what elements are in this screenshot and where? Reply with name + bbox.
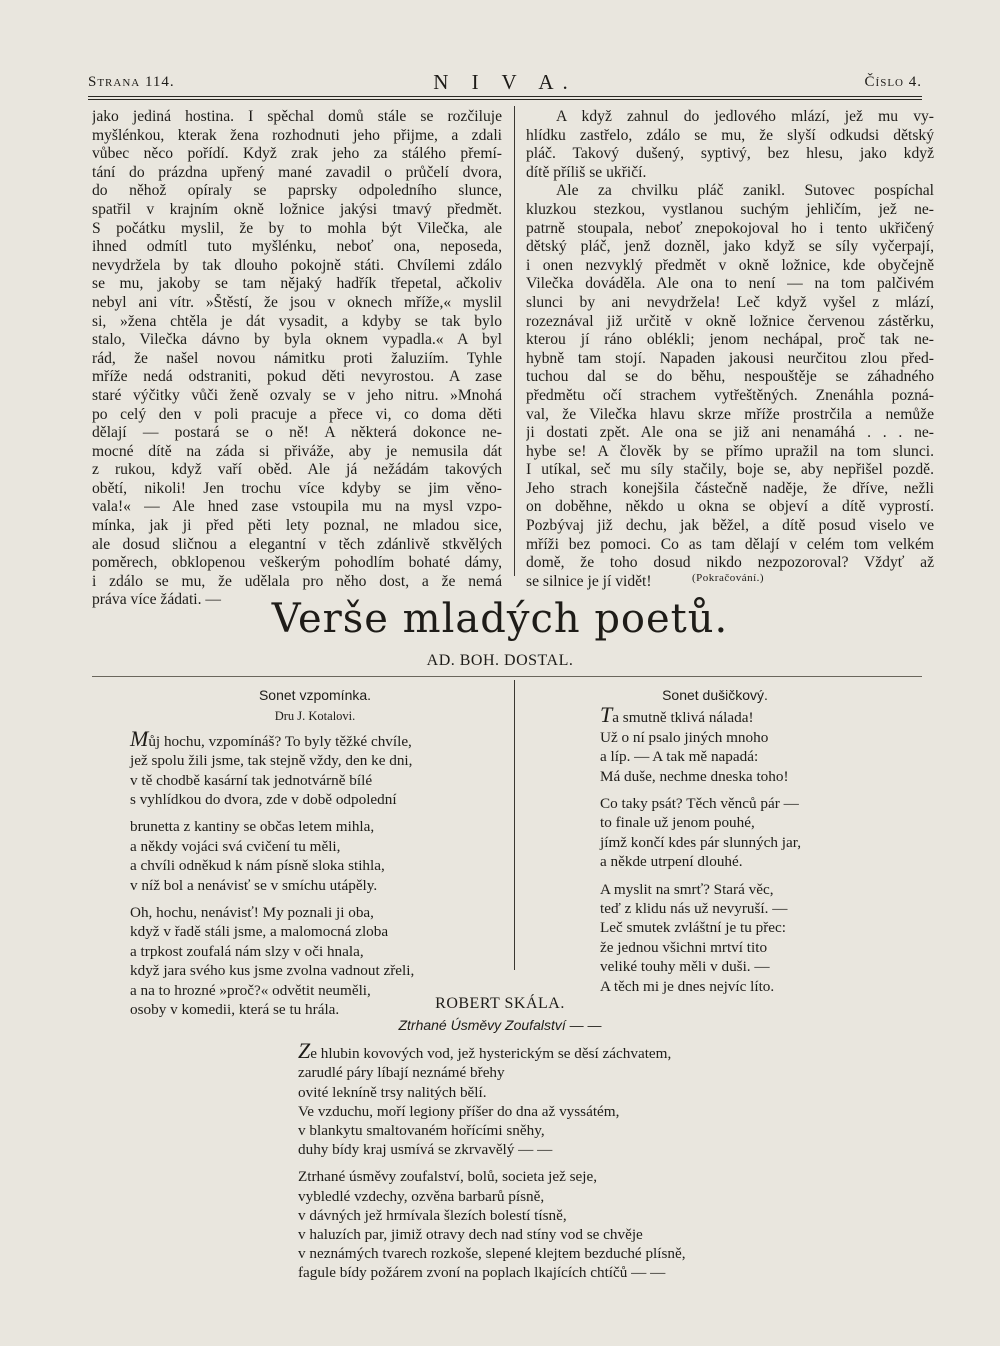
stanza [130,725,500,810]
verse-line: jímž končí kdes pár slunných jar, [600,833,801,851]
text-line: mínka, jak ji před pěti lety poznal, ne mladou sice, [92,517,502,535]
text-line: kluzkou stezkou, vystlanou suchým jehličím, jež ne- [526,200,934,218]
verse-line: ovité lekníně trsy nalitých bělí. [298,1083,487,1101]
poem-title: Ztrhané Úsměvy Zoufalství — — [398,1017,602,1033]
text-line: spatřil v krajním okně ložnice jakýsi tmavý předmět. [92,200,502,218]
text-line: S počátku myslil, že by to mohla být Vilečka, ale [92,219,502,237]
text-line: mříži bez pomoci. Co as tam dělají v celém tom velkém [526,535,934,553]
text-line: stalo, Vilečka dávno by byla oknem vypadla.« A byl [92,331,502,349]
verse-line [298,1038,818,1064]
magazine-title: N I V A. [433,70,577,94]
column-divider [514,106,515,576]
verse-line: když v řadě stáli jsme, a malomocná zloba [130,923,389,941]
text-line: patrně stoupala, neboť znepokojoval ho i tento ukřičený [526,219,934,237]
verse-line: a někdy vojáci svá cvičení tu měli, [130,837,341,855]
text-line: domě, že toho dosud nikdo nezpozoroval? Vždyť až [526,554,934,572]
poem-dedication: Dru J. Kotalovi. [274,709,356,724]
poem-body [600,702,920,996]
header-rule [88,96,922,97]
verse-line: Oh, hochu, nenávisť! My poznali ji oba, [130,904,374,922]
verse-line: Ztrhané úsměvy zoufalství, bolů, societa jež seje, [298,1168,598,1186]
poem-ztrhane-usmevy [298,1016,818,1291]
text-line: on doběhne, někdo u okna se objeví a dítě vyprostí. [526,498,934,516]
verse-line: zarudlé páry líbají neznámé břehy [298,1064,505,1082]
verse-line: vybledlé vzdechy, ozvěna barbarů písně, [298,1187,545,1205]
verse-line: a na to hrozné »proč?« odvětit neuměli, [130,981,371,999]
text-line: obětí, nikoli! Jen trochu více kdyby se jim věno- [92,479,502,497]
stanza [298,1038,818,1159]
stanza [600,702,920,786]
text-line: dítě příliš se ukřičí. [526,163,647,181]
page-number: Strana 114. [88,74,175,90]
verse-line [600,702,920,728]
verse-text: a smutně tklivá nálada! [612,709,754,727]
text-line: se mu, jakoby se tam nějaký hadřík třepetal, ačkoliv [92,275,502,293]
verse-line: v haluzích par, jimiž otravy dech nad stíny vod se chvěje [298,1226,643,1244]
poem-title: Sonet dušičkový. [662,687,768,703]
text-line: si, »žena chtěla je dát vysadit, a kdyby se tak bylo [92,312,502,330]
poem-body [130,725,500,1020]
text-line: kterou jí ráno oblékli; jenom nechápal, proč tak ne- [526,331,934,349]
prose-column-right [526,108,934,591]
verse-line: když jara svého kus jsme zvolna vadnout zřeli, [130,962,415,980]
text-line: Jeho strach konejšila částečně naděje, že dříve, nežli [526,479,934,497]
text-line: rád, že našel novou námitku proti žaluziím. Tyhle [92,349,502,367]
verse-line: teď z klidu nás už nevyruší. — [600,900,788,918]
text-line: val, že Vilečka hlavu skrze mříže prostrčila a nemůže [526,405,934,423]
verse-line: v neznámých tvarech rozkoše, slepené klejtem bezduché plísně, [298,1245,686,1263]
verse-text: e hlubin kovových vod, jež hysterickým se děsí záchvatem, [310,1045,672,1063]
text-line: do něhož opíraly se paprsky odpoledního slunce, [92,182,502,200]
text-line: vala!« — Ale hned zase vstoupila mu na mysl vzpo- [92,498,502,516]
text-line: mocné dítě na záda si přiváže, aby je nemusila dát [92,442,502,460]
verse-line: A myslit na smrť? Stará věc, [600,880,774,898]
verse-line: v blankytu smaltovaném hořícími sněhy, [298,1122,545,1140]
text-line: hybe se! A člověk by se přímo upražil na tom slunci. [526,442,934,460]
verse-line: v tě chodbě kasární tak jednotvárně bílé [130,771,373,789]
text-line: staré výčitky vůči ženě ozvaly se v jeho nitru. »Mnohá [92,386,502,404]
verse-line: duhy bídy kraj usmívá se zkrvavělý — — [298,1141,553,1159]
header-rule-double [88,99,922,100]
poet-name: ROBERT SKÁLA. [435,995,565,1012]
text-line: mříže nedá odstraniti, pokud děti nevyrostou. A zase [92,368,502,386]
poet-name: AD. BOH. DOSTAL. [426,652,574,669]
text-line: rozeznával již určitě v okně ložnice červenou zástěrku, [526,312,934,330]
poem-sonet-vzpominka [130,686,500,1028]
text-line: dělají — postará se o ně! A některá dokonce ne- [92,424,502,442]
text-line: vůbec něco pořídí. Když zrak jeho za stálého přemí- [92,145,502,163]
text-line: poměrech, obklopenou veškerým pohodlím bohaté dámy, [92,554,502,572]
text-line: dětský pláč, jenž dozněl, jako když se síly vyčerpají, [526,238,934,256]
text-line: Vilečka dováděla. Ale ona to není — na tom palčivém [526,275,934,293]
text-line: I utíkal, seč mu síly stačily, boje se, aby nepřišel pozdě. [526,461,934,479]
verse-line: Ve vzduchu, moří legiony příšer do dna až vyssátém, [298,1102,620,1120]
text-line: hybně tam stojí. Napaden jakousi neurčitou zlou před- [526,349,934,367]
verse-line [130,725,500,751]
text-line: práva více žádati. — [92,591,222,609]
text-line: hlídku zastřelo, zdálo se mu, že slyší odkudsi dětský [526,126,934,144]
poem-title: Sonet vzpomínka. [258,687,372,703]
verse-line: že jednou všichni mrtví tito [600,938,768,956]
poem-body [298,1038,818,1282]
poem-sonet-dusickovy [600,686,920,1004]
drop-cap: Z [298,1038,311,1064]
verse-text: ůj hochu, vzpomínáš? To byly těžké chvíle, [148,732,412,750]
verse-line: Už o ní psalo jiných mnoho [600,728,769,746]
stanza [600,880,920,996]
text-line: i zdálo se mu, že udělala pro něho dost, a že nemá [92,572,502,590]
stanza [130,817,500,895]
verse-line: Má duše, nechme dneska toho! [600,767,789,785]
text-line: myšlénkou, kterak žena rozhodnuti jeho přijme, a zdali [92,126,502,144]
verse-line: a trpkost zoufalá nám slzy v oči hnala, [130,942,364,960]
verse-line: Co taky psát? Těch věnců pár — [600,795,799,813]
poet-rule [92,676,922,677]
text-line: jako jediná hostina. I spěchal domů stále se rozčiluje [92,108,502,125]
verse-line: jež spolu žili jsme, tak stejně vždy, den ke dni, [130,752,413,770]
text-line: i onen nezvyklý předmět v okně ložnice, kde obyčejně [526,256,934,274]
text-line: se silnice je jí vidět! [526,572,652,590]
verse-line: Leč smutek zvláštní je tu přec: [600,919,786,937]
verse-line: v níž bol a nenávisť se v smíchu utápěly. [130,876,378,894]
issue-number: Číslo 4. [864,74,922,90]
text-line: tuchou dal se do běhu, nespouštěje se záhadného [526,368,934,386]
text-line: ji dostati zpět. Ale ona se již ani nenamáhá . . . ne- [526,424,934,442]
text-line: ale dosud sličnou a elegantní v těch zdánlivě stkvělých [92,535,502,553]
drop-cap: T [600,702,613,728]
text-line: ihned odmítl tuto myšlénku, neboť ona, neposeda, [92,238,502,256]
text-line: tání do prázdna upřený mané zavadil o průčelí dvora, [92,163,502,181]
drop-cap: M [130,725,149,751]
stanza [600,794,920,872]
verse-line: osoby v komedii, která se tu hrála. [130,1001,340,1019]
section-title: Verše mladých poetů. [271,596,729,642]
text-line: A když zahnul do jedlového mlází, jež mu vy- [556,108,934,125]
prose-column-left [92,108,502,610]
page-header [88,70,922,96]
verse-line: veliké touhy měli v duši. — [600,958,770,976]
verse-line: a někde utrpení dlouhé. [600,853,743,871]
stanza [298,1167,818,1282]
verse-line: s vyhlídkou do dvora, zde v době odpolední [130,791,397,809]
verse-line: to finale už jenom pouhé, [600,814,755,832]
verse-line: brunetta z kantiny se občas letem mihla, [130,818,375,836]
text-line: po celý den v poli pracuje a přece vi, co doma děti [92,405,502,423]
verse-line: fagule bídy požárem zvoní na poplach lkajících chtíčů — — [298,1264,666,1282]
verse-line: a chvíli odněkud k nám písně sloka stihla, [130,857,385,875]
text-line: předmětu očí strachem vytřeštěných. Znenáhla pozná- [526,386,934,404]
text-line: Ale za chvilku pláč zanikl. Sutovec pospíchal [556,182,934,200]
text-line: nebyl ani vítr. »Štěstí, že jsou v oknech mříže,« myslil [92,293,502,311]
verse-line: v dávných jež hrmívala šlezích bolestí tísně, [298,1206,567,1224]
text-line: slunci by ani nevydržela! Leč když vyšel z mlází, [526,293,934,311]
verse-line: a líp. — A tak mě napadá: [600,748,759,766]
text-line: Pozbývaj již dechu, jak běžel, a dítě posud viselo ve [526,517,934,535]
continuation-note: (Pokračování.) [692,572,765,584]
text-line: nevydržela by tak dlouho pokojně státi. Chvílemi zdálo [92,256,502,274]
text-line: z rukou, když vaří oběd. Ale já nežádám takových [92,461,502,479]
verse-line: A těch mi je dnes nejvíc líto. [600,977,775,995]
text-line: pláč. Takový dušený, syptivý, bez hlesu, jako když [526,145,934,163]
